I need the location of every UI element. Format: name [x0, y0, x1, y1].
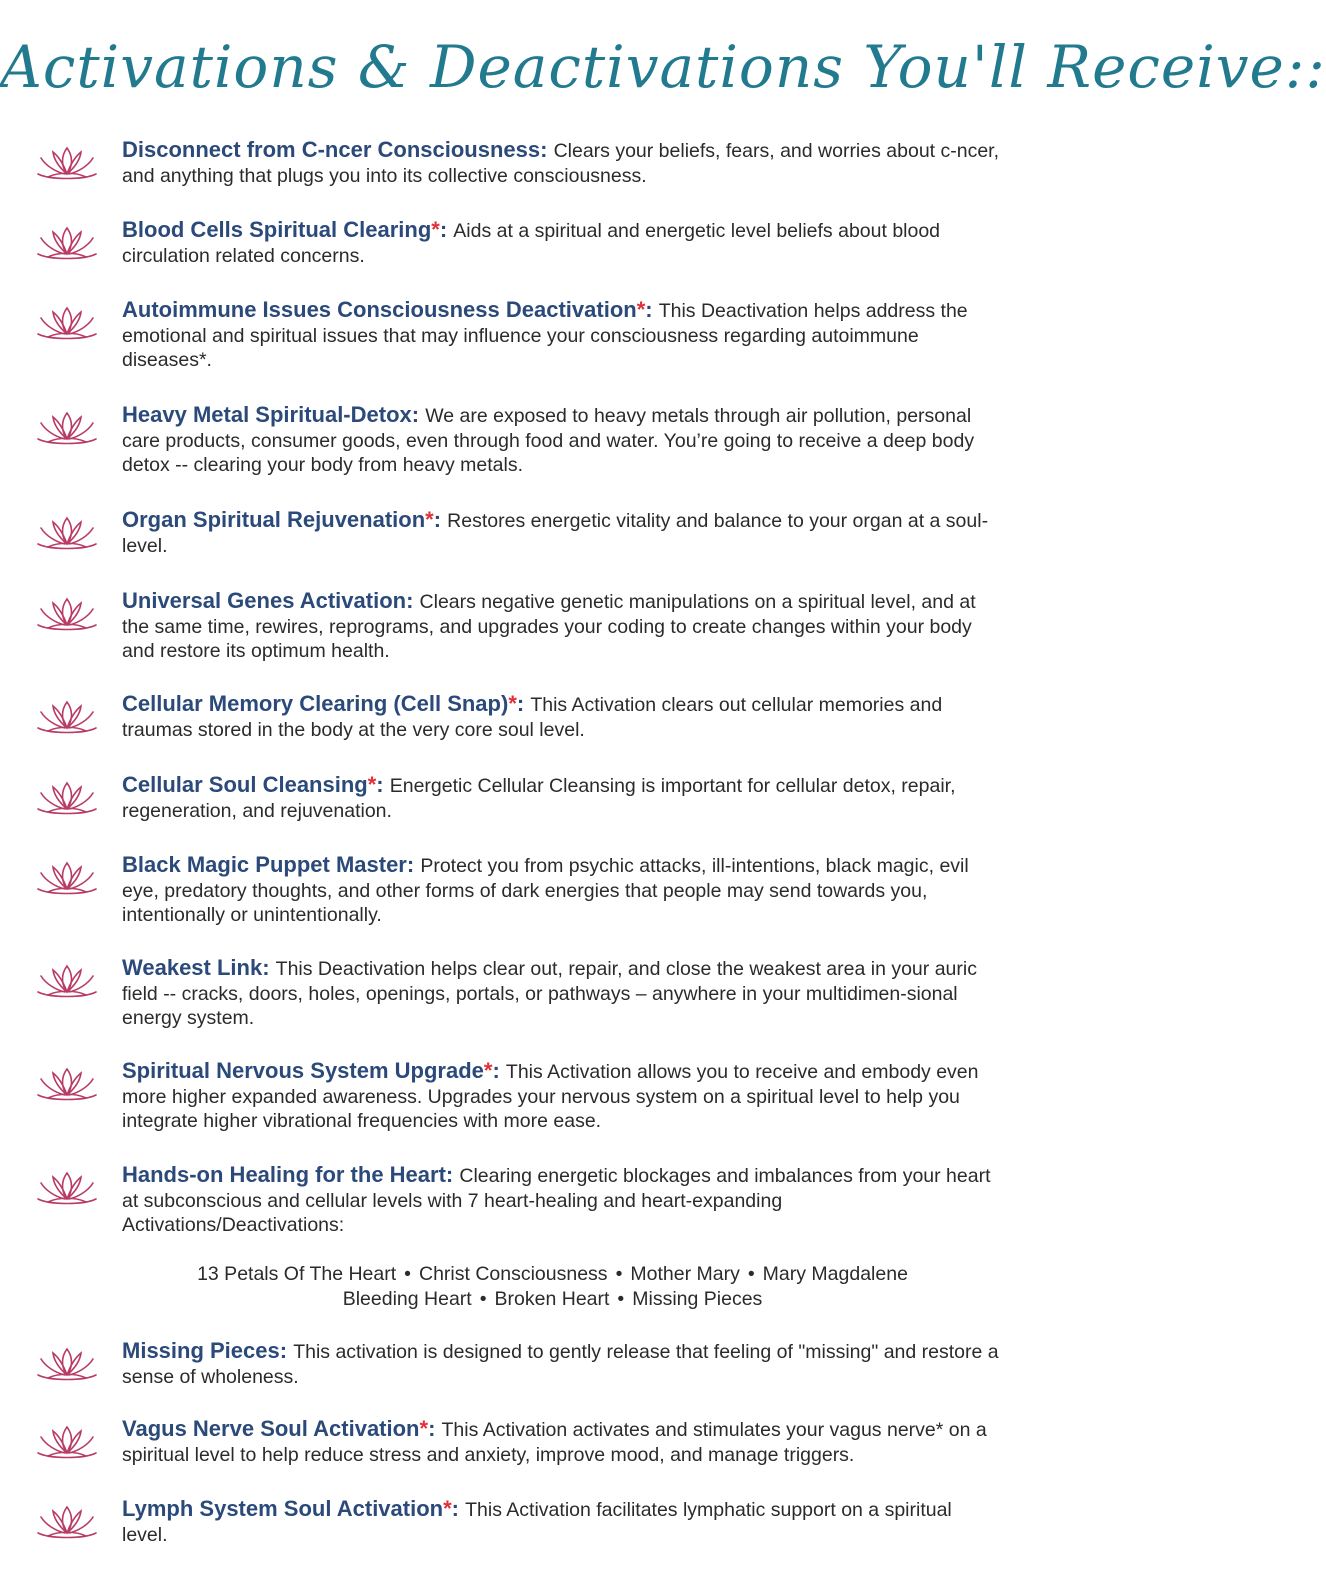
item-description: Energetic Cellular Cleansing is important for cellular detox, repair, regeneration, and rejuvenation. [122, 775, 956, 822]
lotus-icon [34, 1065, 100, 1101]
asterisk: * [425, 507, 434, 532]
lotus-icon [34, 1423, 100, 1459]
item-description: This Activation activates and stimulates your vagus nerve* on a spiritual level to help reduce stress and anxiety, improve mood, and manage triggers. [122, 1419, 987, 1466]
item-text [122, 589, 1002, 664]
bullet: • [617, 1288, 625, 1310]
item-heading: Lymph System Soul Activation [122, 1496, 444, 1521]
lotus-icon [34, 1169, 100, 1205]
colon: : [492, 1058, 506, 1083]
item-description: This Deactivation helps clear out, repair, and close the weakest area in your auric field -- cracks, doors, holes, openings, portals, or pathways – anywhere in your multidimen-sional energy system. [122, 958, 977, 1029]
item-text [122, 1339, 1002, 1389]
item-text [122, 1163, 1002, 1238]
lotus-icon [34, 409, 100, 445]
item-description: This activation is designed to gently release that feeling of "missing" and restore a sense of wholeness. [122, 1341, 999, 1388]
item-text [122, 773, 1002, 823]
lotus-icon [34, 1503, 100, 1539]
item-text [122, 1497, 1002, 1547]
item-heading: Cellular Soul Cleansing [122, 772, 368, 797]
heart-activation-item: Christ Consciousness [418, 1263, 608, 1285]
item-description: Clears negative genetic manipulations on a spiritual level, and at the same time, rewires, reprograms, and upgrades your coding to create changes within your body and restore its optimum health. [122, 591, 976, 662]
bullet: • [747, 1263, 755, 1285]
page-title: Activations & Deactivations You'll Receive:: [0, 33, 1326, 101]
colon: : [439, 217, 454, 242]
lotus-icon [34, 304, 100, 340]
lotus-icon [34, 698, 100, 734]
item-description: Restores energetic vitality and balance to your organ at a soul- level. [122, 510, 989, 557]
colon: : [279, 1338, 294, 1363]
lotus-icon [34, 779, 100, 815]
asterisk: * [483, 1058, 493, 1083]
colon: : [433, 507, 448, 532]
asterisk: * [636, 297, 646, 322]
colon: : [445, 1162, 460, 1187]
item-text [122, 508, 1002, 558]
item-text [122, 1059, 1002, 1134]
lotus-icon [34, 224, 100, 260]
item-heading: Spiritual Nervous System Upgrade [122, 1058, 484, 1083]
colon: : [451, 1496, 466, 1521]
item-text [122, 692, 1002, 742]
item-text [122, 1417, 1002, 1467]
colon: : [645, 297, 659, 322]
lotus-icon [34, 859, 100, 895]
asterisk: * [508, 691, 517, 716]
item-text [122, 403, 1002, 478]
lotus-icon [34, 595, 100, 631]
item-text [122, 138, 1002, 188]
asterisk: * [443, 1496, 452, 1521]
heart-activations-row [120, 1262, 985, 1287]
item-text [122, 298, 1002, 373]
colon: : [411, 402, 426, 427]
item-heading: Hands-on Healing for the Heart [122, 1162, 446, 1187]
asterisk: * [431, 217, 440, 242]
item-text [122, 956, 1002, 1031]
item-description: Aids at a spiritual and energetic level beliefs about blood circulation related concerns. [122, 220, 941, 267]
colon: : [376, 772, 390, 797]
heart-activations-list [120, 1262, 985, 1312]
item-heading: Disconnect from C-ncer Consciousness [122, 137, 541, 162]
heart-activation-item: Mary Magdalene [762, 1263, 908, 1285]
item-description: This Activation facilitates lymphatic support on a spiritual level. [122, 1499, 952, 1546]
item-heading: Organ Spiritual Rejuvenation [122, 507, 426, 532]
item-heading: Universal Genes Activation [122, 588, 407, 613]
heart-activation-item: Missing Pieces [632, 1288, 763, 1310]
colon: : [428, 1416, 442, 1441]
bullet: • [479, 1288, 487, 1310]
item-description: Clearing energetic blockages and imbalances from your heart at subconscious and cellular levels with 7 heart-healing and heart-expanding Activations/Deactivations: [122, 1165, 991, 1236]
heart-activations-row [120, 1287, 985, 1312]
item-description: This Activation clears out cellular memories and traumas stored in the body at the very core soul level. [122, 694, 943, 741]
item-heading: Heavy Metal Spiritual-Detox [122, 402, 412, 427]
item-heading: Black Magic Puppet Master [122, 852, 407, 877]
bullet: • [404, 1263, 411, 1285]
heart-activation-item: Broken Heart [494, 1288, 610, 1310]
item-text [122, 853, 1002, 928]
item-heading: Vagus Nerve Soul Activation [122, 1416, 420, 1441]
item-description: Clears your beliefs, fears, and worries about c-ncer, and anything that plugs you into its collective consciousness. [122, 140, 1000, 187]
colon: : [406, 852, 421, 877]
lotus-icon [34, 144, 100, 180]
colon: : [406, 588, 420, 613]
asterisk: * [367, 772, 377, 797]
item-description: This Activation allows you to receive and embody even more higher expanded awareness. Upgrades your nervous system on a spiritual level to help you integrate higher vibrational frequencies with more ease. [122, 1061, 979, 1132]
lotus-icon [34, 1345, 100, 1381]
item-description: This Deactivation helps address the emotional and spiritual issues that may influence your consciousness regarding autoimmune diseases*. [122, 300, 968, 371]
lotus-icon [34, 514, 100, 550]
colon: : [516, 691, 531, 716]
item-heading: Autoimmune Issues Consciousness Deactivation [122, 297, 637, 322]
colon: : [262, 955, 276, 980]
heart-activation-item: 13 Petals Of The Heart [197, 1263, 397, 1285]
item-text [122, 218, 1002, 268]
colon: : [540, 137, 554, 162]
item-heading: Missing Pieces [122, 1338, 280, 1363]
item-heading: Cellular Memory Clearing (Cell Snap) [122, 691, 509, 716]
lotus-icon [34, 962, 100, 998]
item-heading: Blood Cells Spiritual Clearing [122, 217, 432, 242]
item-description: We are exposed to heavy metals through air pollution, personal care products, consumer goods, even through food and water. You’re going to receive a deep body detox -- clearing your body from heavy metals. [122, 405, 975, 476]
item-heading: Weakest Link [122, 955, 263, 980]
item-description: Protect you from psychic attacks, ill-intentions, black magic, evil eye, predatory thoughts, and other forms of dark energies that people may send towards you, intentionally or unintentionally. [122, 855, 969, 926]
asterisk: * [419, 1416, 429, 1441]
heart-activation-item: Mother Mary [630, 1263, 740, 1285]
heart-activation-item: Bleeding Heart [342, 1288, 472, 1310]
bullet: • [615, 1263, 623, 1285]
